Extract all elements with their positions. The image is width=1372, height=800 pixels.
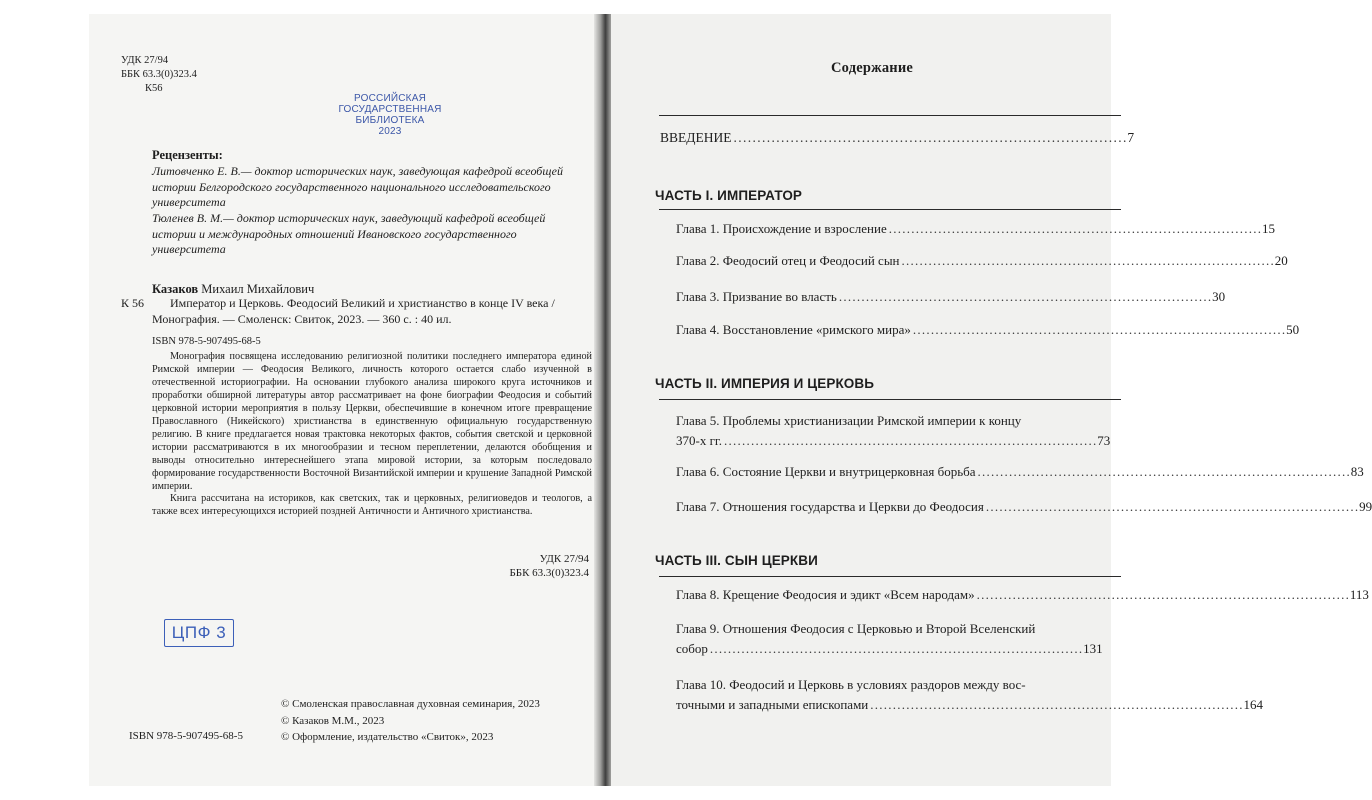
toc-page-number: 50 <box>1286 322 1300 337</box>
toc-page-number: 20 <box>1274 253 1288 268</box>
toc-divider <box>659 399 1121 400</box>
toc-entry-title: Глава 6. Состояние Церкви и внутрицерковная борьба <box>676 464 976 479</box>
toc-entry-title: Глава 7. Отношения государства и Церкви до Феодосия <box>676 499 984 514</box>
toc-entry <box>676 619 1103 659</box>
leader-dots <box>870 695 1241 715</box>
bbk-code: ББК 63.3(0)323.4 <box>121 69 197 80</box>
book-spread <box>89 14 1372 786</box>
toc-entry <box>676 497 1372 517</box>
copyright-block <box>281 696 540 746</box>
part-title: ЧАСТЬ II. ИМПЕРИЯ И ЦЕРКОВЬ <box>655 376 875 391</box>
leader-dots <box>839 287 1210 307</box>
leader-dots <box>889 219 1260 239</box>
abstract <box>152 351 592 519</box>
toc-page-number: 113 <box>1349 587 1369 602</box>
toc-page-number: 83 <box>1350 464 1364 479</box>
book-code: К 56 <box>121 296 145 310</box>
part-title: ЧАСТЬ I. ИМПЕРАТОР <box>655 188 803 203</box>
book-description: Император и Церковь. Феодосий Великий и христианство в конце IV века / Монография. — Смоленск: Свиток, 2023. — 360 с. : 40 ил. <box>152 296 555 326</box>
reviewers-title: Рецензенты: <box>152 148 223 162</box>
toc-entry-title-line: Глава 10. Феодосий и Церковь в условиях раздоров между вос- <box>676 677 1026 692</box>
isbn-bottom: ISBN 978-5-907495-68-5 <box>129 730 243 742</box>
toc-page-number: 99 <box>1359 499 1372 514</box>
toc-divider <box>659 209 1121 210</box>
library-stamp <box>335 93 445 137</box>
toc-entry-title: ВВЕДЕНИЕ <box>660 130 732 145</box>
toc-divider <box>659 115 1121 116</box>
toc-entry <box>676 320 1300 340</box>
toc-page-number: 73 <box>1097 433 1111 448</box>
toc-entry <box>676 585 1369 605</box>
toc-page-number: 131 <box>1083 641 1103 656</box>
leader-dots <box>977 585 1348 605</box>
toc-entry-title: собор <box>676 641 708 656</box>
reviewer-2: Тюленев В. М.— доктор исторических наук, заведующий кафедрой всеобщей истории и международных отношений Ивановского государственного университета <box>152 211 546 256</box>
toc-entry-title: 370-х гг. <box>676 433 723 448</box>
library-stamp-line: ГОСУДАРСТВЕННАЯ <box>338 104 442 115</box>
toc-entry <box>676 219 1275 239</box>
leader-dots <box>710 639 1081 659</box>
leader-dots <box>986 497 1357 517</box>
leader-dots <box>902 251 1273 271</box>
author-given-names: Михаил Михайлович <box>201 282 315 296</box>
abstract-paragraph: Монография посвящена исследованию религиозной политики последнего императора единой Римской империи — Феодосия Великого, личность которого остается слабо изученной в отечественной историографии. На основании глубокого анализа широкого круга источников и проработки обширной литературы автор рассматривает на фоне биографии Феодосия и событий церковной истории мероприятия в пользу Церкви, обеспечившие в конечном итоге превращение Православного (Никейского) христианства в единственную официальную государственную религию. В книге предлагается новая трактовка некоторых фактов, события светской и церковной истории рассматриваются в их многообразии и тесном переплетении, делаются обобщения и выводы относительно интереснейшего этапа мировой истории, за которым последовало формирование государственности Восточной Византийской империи и крушение Западной Римской империи. <box>152 351 592 492</box>
toc-page-number: 30 <box>1212 289 1226 304</box>
toc-entry-title: Глава 3. Призвание во власть <box>676 289 837 304</box>
abstract-paragraph: Книга рассчитана на историков, как светских, так и церковных, религиоведов и теологов, а также всех интересующихся историей поздней Античности и Античного христианства. <box>152 493 592 518</box>
toc-entry <box>676 251 1288 271</box>
toc-divider <box>659 576 1121 577</box>
copyright-line: © Казаков М.М., 2023 <box>281 714 385 727</box>
leader-dots <box>733 128 1125 148</box>
toc-entry <box>676 411 1111 451</box>
toc-entry-title-line: Глава 5. Проблемы христианизации Римской империи к концу <box>676 413 1022 428</box>
leader-dots <box>724 431 1095 451</box>
copyright-line: © Оформление, издательство «Свиток», 2023 <box>281 731 494 743</box>
contents-page <box>611 14 1372 786</box>
leader-dots <box>978 462 1349 482</box>
toc-page-number: 7 <box>1127 130 1135 145</box>
toc-page-number: 164 <box>1243 697 1264 712</box>
classification-bottom <box>369 552 589 580</box>
toc-entry-intro <box>660 128 1135 148</box>
toc-entry-title: Глава 4. Восстановление «римского мира» <box>676 322 911 337</box>
part-title: ЧАСТЬ III. СЫН ЦЕРКВИ <box>655 553 818 568</box>
reviewer-1: Литовченко Е. В.— доктор исторических наук, заведующая кафедрой всеобщей истории Белгородского государственного национального исследовательского университета <box>152 164 563 209</box>
copyright-line: © Смоленская православная духовная семинария, 2023 <box>281 698 540 710</box>
cpf-stamp: ЦПФ 3 <box>164 619 234 647</box>
classification-top <box>121 54 197 96</box>
imprint-page <box>89 14 599 786</box>
toc-entry <box>676 287 1226 307</box>
library-stamp-line: РОССИЙСКАЯ <box>354 93 426 104</box>
author-mark: К56 <box>145 83 163 94</box>
bbk-code-bottom: ББК 63.3(0)323.4 <box>509 567 589 579</box>
toc-entry <box>676 675 1264 715</box>
library-stamp-line: БИБЛИОТЕКА <box>355 115 425 126</box>
toc-entry <box>676 462 1364 482</box>
contents-heading: Содержание <box>831 60 914 76</box>
udk-code-bottom: УДК 27/94 <box>539 553 589 565</box>
author-surname: Казаков <box>152 282 199 296</box>
toc-entry-title: Глава 8. Крещение Феодосия и эдикт «Всем народам» <box>676 587 975 602</box>
toc-entry-title-line: Глава 9. Отношения Феодосия с Церковью и Второй Вселенский <box>676 621 1036 636</box>
toc-entry-title: точными и западными епископами <box>676 697 869 712</box>
udk-code: УДК 27/94 <box>121 55 169 66</box>
isbn-line: ISBN 978-5-907495-68-5 <box>152 336 261 347</box>
author-heading <box>152 282 314 297</box>
toc-entry-title: Глава 1. Происхождение и взросление <box>676 221 887 236</box>
library-stamp-year: 2023 <box>378 126 402 137</box>
toc-page-number: 15 <box>1261 221 1275 236</box>
toc-entry-title: Глава 2. Феодосий отец и Феодосий сын <box>676 253 900 268</box>
leader-dots <box>913 320 1284 340</box>
